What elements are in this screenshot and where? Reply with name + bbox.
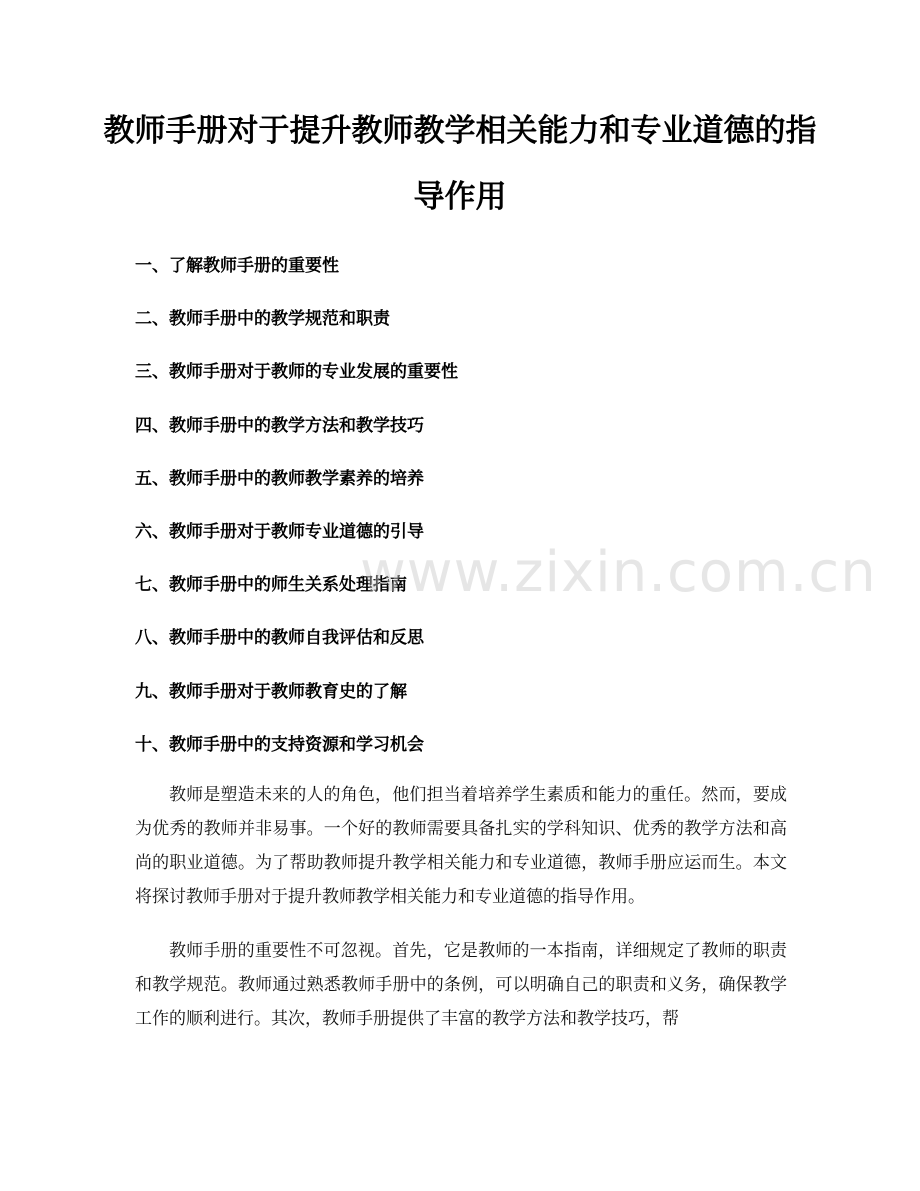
toc-item: 七、教师手册中的师生关系处理指南 — [135, 575, 407, 596]
toc-item: 二、教师手册中的教学规范和职责 — [135, 309, 390, 330]
toc-item: 九、教师手册对于教师教育史的了解 — [135, 681, 407, 702]
toc-item: 六、教师手册对于教师专业道德的引导 — [135, 521, 424, 542]
watermark: www.zixin.com.cn — [360, 540, 877, 605]
toc-item: 五、教师手册中的教师教学素养的培养 — [135, 468, 424, 489]
toc-item: 四、教师手册中的教学方法和教学技巧 — [135, 415, 424, 436]
toc-item: 一、了解教师手册的重要性 — [135, 256, 339, 276]
paragraph: 教师手册的重要性不可忽视。首先，它是教师的一本指南，详细规定了教师的职责和教学规范。教师通过熟悉教师手册中的条例，可以明确自己的职责和义务，确保教学工作的顺利进行。其次，教师手册提供了丰富的教学方法和教学技巧，帮 — [135, 941, 787, 1029]
toc-item: 十、教师手册中的支持资源和学习机会 — [135, 734, 424, 755]
body-text — [135, 778, 787, 1056]
toc-item: 三、教师手册对于教师的专业发展的重要性 — [135, 362, 458, 383]
paragraph: 教师是塑造未来的人的角色，他们担当着培养学生素质和能力的重任。然而，要成为优秀的教师并非易事。一个好的教师需要具备扎实的学科知识、优秀的教学方法和高尚的职业道德。为了帮助教师提升教学相关能力和专业道德，教师手册应运而生。本文将探讨教师手册对于提升教师教学相关能力和专业道德的指导作用。 — [135, 785, 787, 907]
document-title: 教师手册对于提升教师教学相关能力和专业道德的指导作用 — [103, 113, 817, 215]
toc-item: 八、教师手册中的教师自我评估和反思 — [135, 628, 424, 649]
table-of-contents — [135, 248, 458, 780]
